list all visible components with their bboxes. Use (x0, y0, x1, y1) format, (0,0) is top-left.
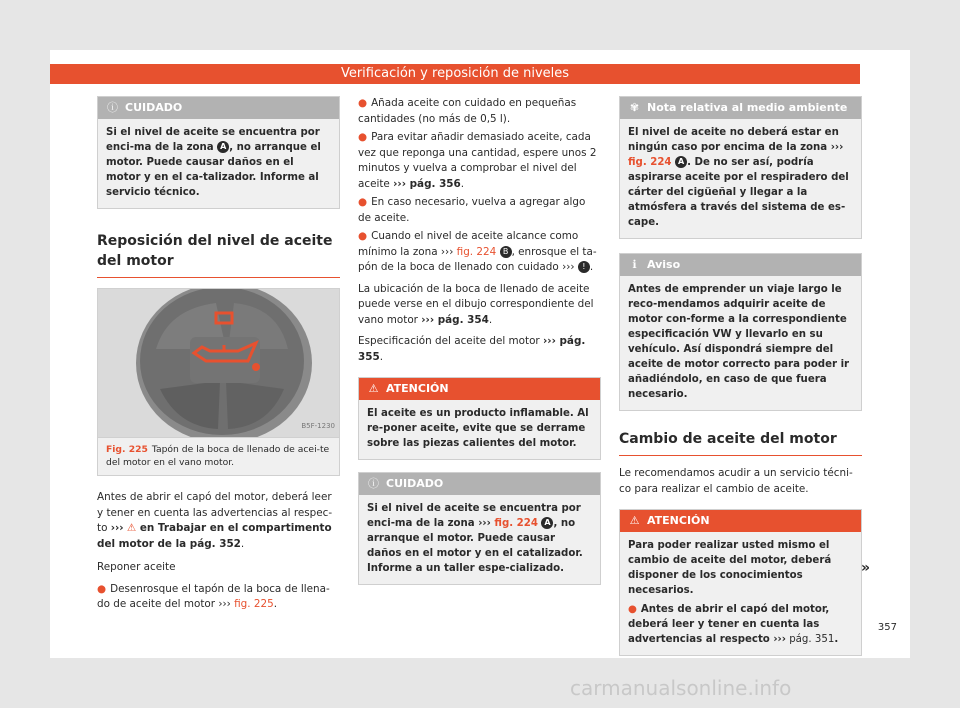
figure-link[interactable]: fig. 224 (628, 157, 672, 168)
notice-title: Aviso (647, 258, 681, 271)
text: El nivel de aceite no deberá estar en ningún caso por encima de la zona (628, 127, 839, 153)
environment-title: Nota relativa al medio ambiente (647, 101, 848, 114)
caution-box (97, 96, 340, 209)
caption-text: Tapón de la boca de llenado de acei-te del motor en el vano motor. (106, 444, 330, 468)
figure-code: B5F-1230 (301, 421, 335, 430)
zone-tag: A (541, 517, 553, 529)
caution-header (98, 97, 339, 119)
warning-box (358, 377, 601, 460)
environment-header (620, 97, 861, 119)
text: Antes de abrir el capó del motor, deberá leer y tener en cuenta las advertencias al respecto (628, 604, 830, 645)
zone-tag: A (217, 141, 229, 153)
text: , no arranque el motor. Puede causar daños en el motor y en el catalizador. Informe a un taller espe-cializado. (367, 518, 583, 574)
column-3 (619, 96, 862, 656)
warning-text: Para poder realizar usted mismo el cambio de aceite del motor, deberá disponer de los conocimientos necesarios. (628, 540, 832, 596)
notice-box (619, 253, 862, 411)
text: Desenrosque el tapón de la boca de llena-do de aceite del motor (97, 582, 330, 610)
page-number: 357 (877, 622, 897, 633)
text: , enrosque el ta-pón de la boca de llenado con cuidado (358, 245, 597, 273)
arrows: ››› (478, 518, 491, 529)
info-icon: ℹ (632, 258, 637, 271)
caution-header (359, 473, 600, 495)
cross-reference-link[interactable]: en Trabajar en el compartimento del motor de la pág. 352 (97, 522, 332, 550)
text: , no arranque el motor. Puede causar daños en el motor y en el ca-talizador. Informe al servicio técnico. (106, 142, 321, 198)
text: . (460, 177, 465, 190)
page-link[interactable]: pág. 355 (358, 335, 586, 363)
caution-circle-icon: ⓘ (107, 101, 118, 114)
environment-note-box (619, 96, 862, 239)
bullet-item (97, 582, 340, 613)
page-link[interactable]: pág. 354 (434, 313, 489, 326)
warning-bullet (628, 602, 853, 647)
warning-box (619, 509, 862, 656)
warning-title: ATENCIÓN (647, 514, 710, 527)
notice-text: Antes de emprender un viaje largo le reco-mendamos adquirir aceite de motor con-forme a la correspondiente especificación VW y llevarlo en su vehículo. Así dispondrá siempre del aceite de motor correcto para poder ir añadiéndolo, en caso de que fuera necesario. (628, 284, 850, 400)
text: . (834, 634, 839, 645)
warning-triangle-icon: ⚠ (368, 382, 379, 395)
text: Antes de abrir el capó del motor, deberá leer y tener en cuenta las advertencias al respec-to (97, 491, 333, 534)
caution-text (359, 495, 600, 584)
zone-tag: A (675, 156, 687, 168)
text: . (589, 261, 594, 273)
page-link[interactable]: pág. 356 (406, 177, 461, 190)
section-title: Reposición del nivel de aceite del motor (97, 231, 340, 278)
warning-header (620, 510, 861, 532)
caution-circle-icon: ⓘ (368, 477, 379, 490)
text: . De no ser así, podría aspirarse aceite por el respiradero del cárter del cigüeñal y llegar a la atmósfera a través del sistema de es-cape. (628, 157, 849, 228)
paragraph: Le recomendamos acudir a un servicio técni-co para realizar el cambio de aceite. (619, 467, 853, 495)
bullet-icon: ● (358, 196, 368, 208)
subheading: Reponer aceite (97, 561, 176, 573)
figure-caption (97, 438, 340, 476)
paragraph (358, 334, 601, 365)
caution-title: CUIDADO (386, 477, 444, 490)
text: . (488, 313, 493, 326)
arrows: ››› (218, 598, 231, 610)
text: Añada aceite con cuidado en pequeñas cantidades (no más de 0,5 l). (358, 97, 577, 125)
text: La ubicación de la boca de llenado de aceite puede verse en el dibujo correspondiente del vano motor (358, 282, 594, 326)
paragraph (97, 490, 340, 552)
text: . (273, 598, 278, 610)
arrows: ››› (440, 245, 454, 258)
exclamation-icon: ! (578, 261, 590, 273)
arrows: ››› (830, 142, 844, 153)
bullet-icon: ● (358, 131, 368, 143)
bullet-item (358, 96, 601, 127)
warning-triangle-icon: ⚠ (629, 514, 640, 527)
text: . (240, 537, 245, 550)
environment-icon: ✾ (629, 101, 640, 114)
text: Para evitar añadir demasiado aceite, cada vez que reponga una cantidad, espere unos 2 minutos y vuelva a comprobar el nivel del aceite (358, 131, 597, 190)
bullet-item (358, 195, 601, 226)
bullet-item (358, 130, 601, 192)
bullet-item (358, 229, 601, 276)
text: Si el nivel de aceite se encuentra por enci-ma de la zona (367, 503, 581, 529)
bullet-icon: ● (358, 230, 368, 242)
watermark: carmanualsonline.info (570, 676, 792, 700)
page-header: Verificación y reposición de niveles (50, 64, 860, 84)
warning-text: El aceite es un producto inflamable. Al re-poner aceite, evite que se derrame sobre las piezas calientes del motor. (367, 408, 589, 449)
arrows: ››› (393, 177, 406, 190)
figure-link[interactable]: fig. 225 (230, 598, 274, 610)
figure-link[interactable]: fig. 224 (490, 518, 538, 529)
warning-triangle-icon: ⚠ (126, 522, 137, 534)
caution-box (358, 472, 601, 585)
bullet-icon: ● (97, 582, 107, 595)
caution-title: CUIDADO (125, 101, 183, 114)
warning-title: ATENCIÓN (386, 382, 449, 395)
text: Si el nivel de aceite se encuentra por enci-ma de la zona (106, 127, 320, 153)
column-2 (358, 96, 601, 585)
text: Especificación del aceite del motor (358, 335, 544, 347)
arrows: ››› (773, 634, 786, 645)
page-link[interactable]: pág. 351 (785, 634, 835, 645)
arrows: ››› (110, 522, 124, 534)
notice-header (620, 254, 861, 276)
bullet-icon: ● (358, 97, 368, 109)
section-title: Cambio de aceite del motor (619, 429, 862, 456)
environment-text (620, 119, 861, 238)
text: En caso necesario, vuelva a agregar algo de aceite. (358, 196, 586, 224)
text: Cuando el nivel de aceite alcance como mínimo la zona (358, 230, 579, 258)
continue-mark: » (861, 560, 871, 576)
caution-text (98, 119, 339, 208)
paragraph (358, 282, 601, 329)
oil-cap-illustration (98, 289, 339, 437)
column-1 (97, 96, 340, 619)
figure-oil-cap (97, 288, 340, 438)
warning-header (359, 378, 600, 400)
warning-body (620, 532, 861, 655)
arrows: ››› (543, 335, 556, 347)
arrows: ››› (421, 313, 435, 326)
text: . (379, 350, 384, 363)
arrows: ››› (562, 261, 575, 273)
bullet-icon: ● (628, 604, 637, 615)
figure-link[interactable]: fig. 224 (453, 245, 497, 258)
figure-label: Fig. 225 (106, 444, 148, 455)
zone-tag: B (500, 246, 512, 258)
